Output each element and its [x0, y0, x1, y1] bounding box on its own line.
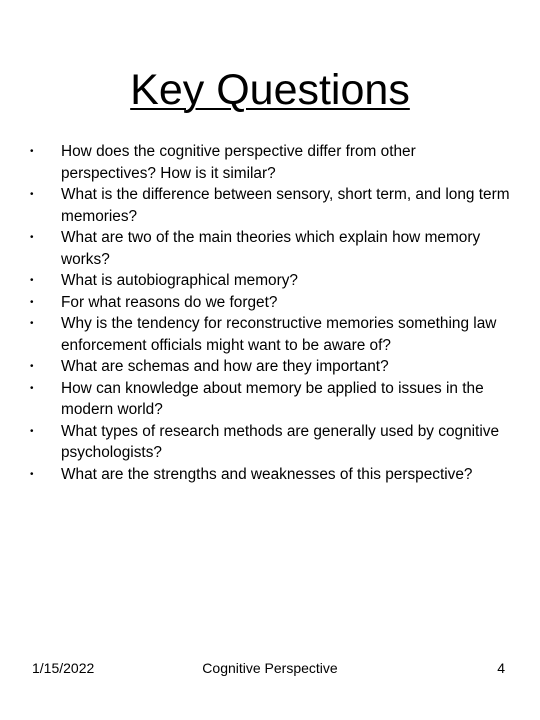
question-item	[30, 270, 510, 292]
bullet-icon: •	[30, 296, 34, 308]
question-item	[30, 378, 510, 421]
bullet-icon: •	[30, 318, 34, 329]
question-text: Why is the tendency for reconstructive memories something law enforcement officials might want to be aware of?	[61, 315, 497, 354]
question-text: What are two of the main theories which explain how memory works?	[61, 229, 481, 268]
bullet-icon: •	[30, 425, 34, 437]
question-text: How can knowledge about memory be applied to issues in the modern world?	[61, 379, 484, 418]
question-item	[30, 421, 510, 464]
question-item	[30, 184, 510, 227]
question-text: What are the strengths and weaknesses of this perspective?	[61, 465, 473, 483]
bullet-icon: •	[30, 146, 34, 157]
slide-title	[0, 64, 540, 116]
bullet-icon: •	[30, 275, 34, 286]
question-item	[30, 292, 510, 314]
bullet-icon: •	[30, 232, 34, 243]
footer-title: Cognitive Perspective	[202, 660, 338, 676]
footer-date: 1/15/2022	[32, 660, 95, 676]
question-list	[30, 141, 510, 485]
bullet-icon: •	[30, 468, 34, 480]
question-text: What is the difference between sensory, short term, and long term memories?	[61, 186, 510, 225]
question-item	[30, 356, 510, 378]
question-item	[30, 141, 510, 184]
bullet-icon: •	[30, 189, 34, 200]
question-text: What is autobiographical memory?	[61, 272, 298, 289]
question-text: How does the cognitive perspective differ from other perspectives? How is it similar?	[61, 143, 416, 182]
question-text: What types of research methods are generally used by cognitive psychologists?	[61, 422, 500, 461]
question-item	[30, 227, 510, 270]
bullet-icon: •	[30, 361, 34, 372]
page-number: 4	[497, 660, 505, 676]
question-text: What are schemas and how are they important?	[61, 358, 389, 375]
slide-title-text: Key Questions	[130, 66, 410, 114]
bullet-icon: •	[30, 382, 34, 394]
question-item	[30, 464, 510, 486]
question-text: For what reasons do we forget?	[61, 293, 278, 311]
question-item	[30, 313, 510, 356]
